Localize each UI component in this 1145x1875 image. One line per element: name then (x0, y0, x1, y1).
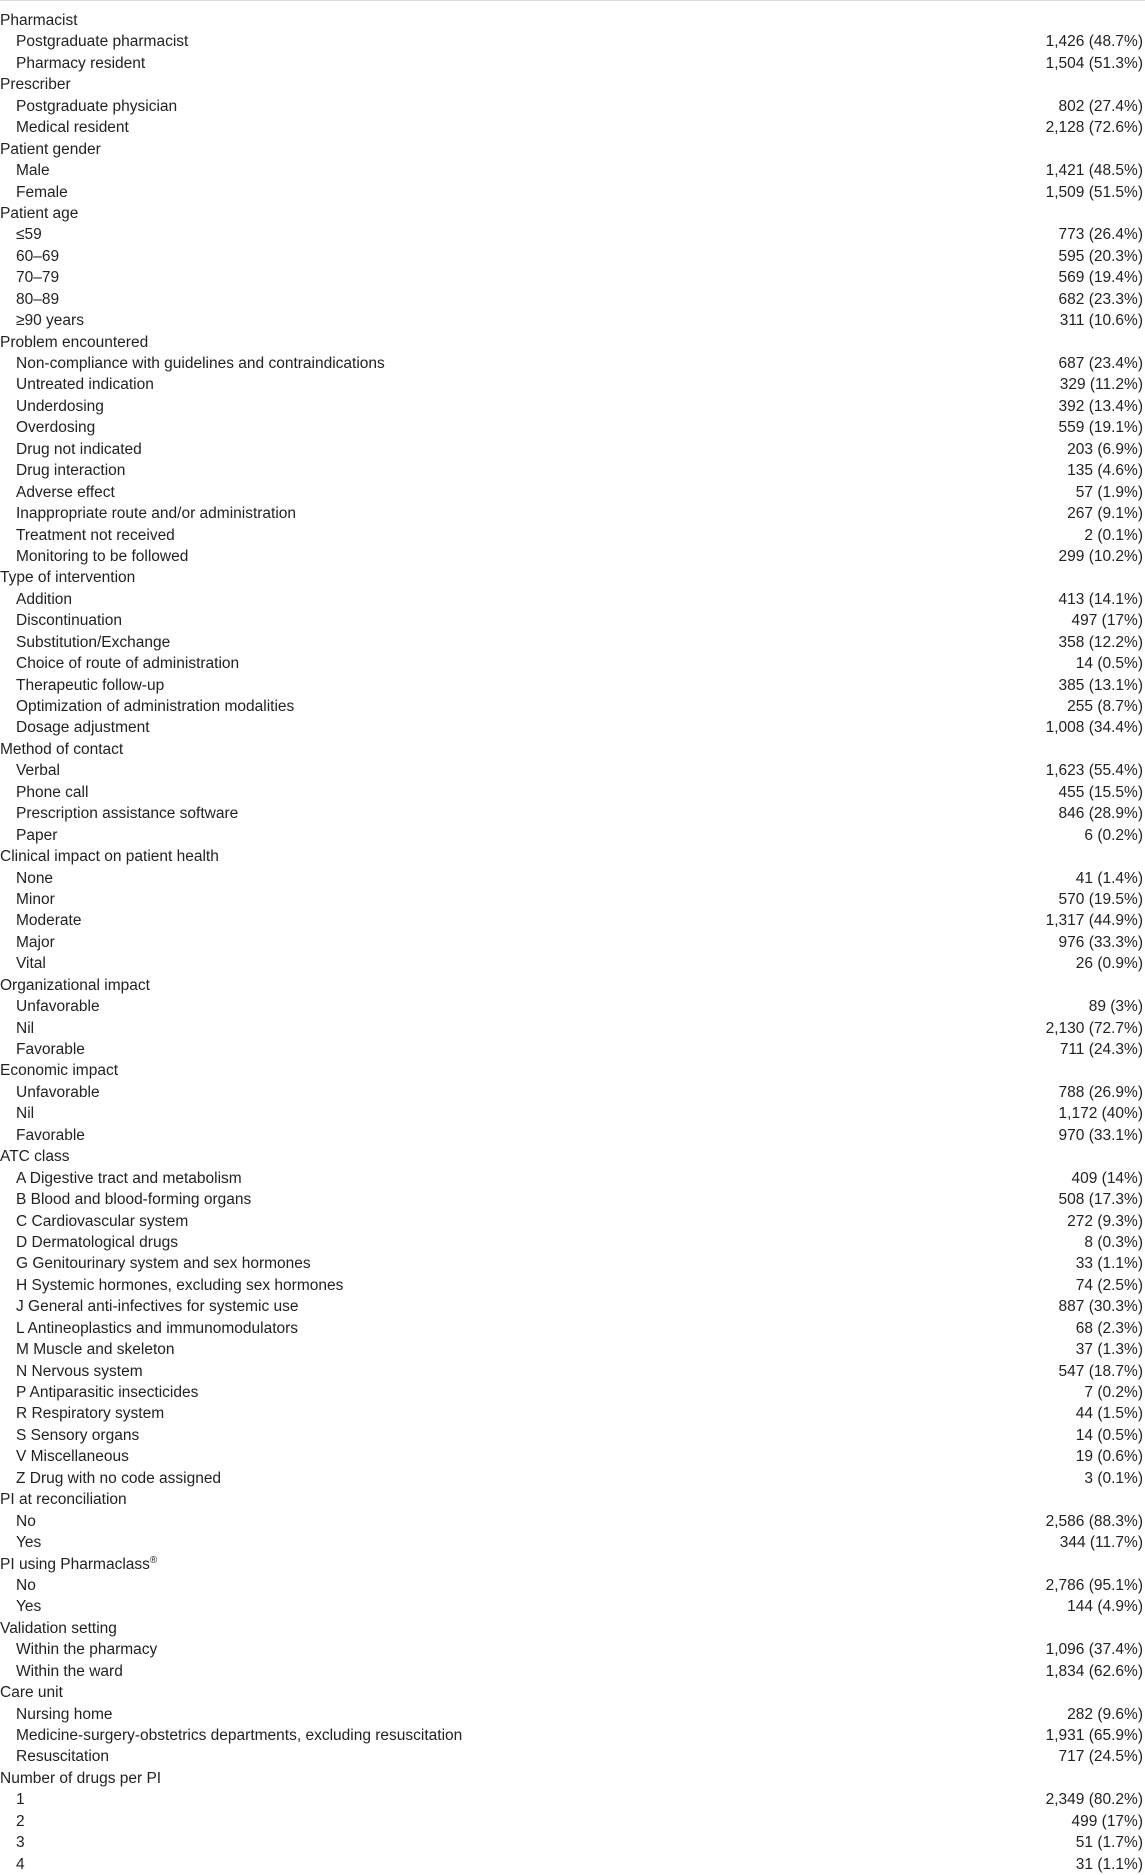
row-value: 14 (0.5%) (1075, 655, 1143, 673)
section-header-pi-at-reconciliation (0, 1489, 1145, 1510)
row-value: 1,172 (40%) (1058, 1105, 1143, 1123)
row-value: 255 (8.7%) (1067, 698, 1143, 715)
row-label: ≥90 years (16, 312, 84, 330)
section-header-pi-using-pharmaclass (0, 1554, 1145, 1575)
row-value: 26 (0.9%) (1075, 955, 1143, 973)
row-label: Yes (16, 1598, 42, 1616)
row-label: Male (16, 162, 50, 180)
table-row (0, 589, 1145, 610)
row-value: 499 (17%) (1071, 1812, 1143, 1830)
row-value: 569 (19.4%) (1058, 269, 1143, 287)
section-header-atc-class (0, 1146, 1145, 1167)
row-value: 203 (6.9%) (1067, 440, 1143, 458)
table-row (0, 825, 1145, 846)
section-title (0, 1060, 118, 1081)
row-value: 2,586 (88.3%) (1045, 1512, 1143, 1530)
row-label: Underdosing (16, 397, 104, 415)
section-title-text: ATC class (0, 1148, 70, 1166)
row-value: 135 (4.6%) (1067, 462, 1143, 480)
table-row (0, 482, 1145, 503)
section-title-text: Method of contact (0, 740, 124, 758)
row-label: Treatment not received (16, 526, 175, 544)
row-label: J General anti-infectives for systemic use (16, 1298, 299, 1316)
table-row (0, 782, 1145, 803)
section-title (0, 739, 123, 760)
row-label: Unfavorable (16, 1083, 100, 1101)
row-value: 7 (0.2%) (1084, 1384, 1143, 1401)
table-row (0, 1575, 1145, 1596)
section-title-text: Number of drugs per PI (0, 1769, 162, 1787)
row-value: 358 (12.2%) (1058, 633, 1143, 651)
row-value: 1,834 (62.6%) (1045, 1662, 1143, 1680)
table-row (0, 96, 1145, 117)
row-label: Z Drug with no code assigned (16, 1469, 222, 1487)
table-row (0, 803, 1145, 824)
row-value: 413 (14.1%) (1058, 590, 1143, 608)
section-title-text: Patient gender (0, 140, 101, 158)
row-label: Minor (16, 890, 55, 908)
row-label: Pharmacy resident (16, 54, 146, 72)
table-row (0, 546, 1145, 567)
row-value: 773 (26.4%) (1058, 226, 1143, 244)
table-row (0, 653, 1145, 674)
row-value: 409 (14%) (1071, 1169, 1143, 1187)
section-title-text: Clinical impact on patient health (0, 848, 219, 866)
table-row (0, 1339, 1145, 1360)
top-rule (0, 0, 1145, 1)
row-label: Untreated indication (16, 376, 154, 394)
table-row (0, 417, 1145, 438)
table-row (0, 117, 1145, 138)
table-row (0, 289, 1145, 310)
table-row (0, 353, 1145, 374)
table-row (0, 1382, 1145, 1403)
section-title-text: Organizational impact (0, 976, 150, 994)
row-label: Prescription assistance software (16, 805, 239, 823)
table-row (0, 1789, 1145, 1810)
section-title (0, 203, 78, 224)
row-label: 80–89 (16, 290, 60, 308)
row-label: Vital (16, 955, 46, 973)
row-label: Verbal (16, 762, 60, 780)
row-value: 455 (15.5%) (1058, 783, 1143, 801)
row-label: Dosage adjustment (16, 719, 150, 737)
row-label: C Cardiovascular system (16, 1212, 189, 1230)
table-row (0, 932, 1145, 953)
row-label: V Miscellaneous (16, 1448, 129, 1466)
row-value: 14 (0.5%) (1075, 1426, 1143, 1444)
table-row (0, 1168, 1145, 1189)
section-title (0, 332, 148, 353)
section-title-text: PI at reconciliation (0, 1491, 127, 1509)
row-value: 267 (9.1%) (1067, 505, 1143, 523)
table-row (0, 1403, 1145, 1424)
table-row (0, 889, 1145, 910)
table-row (0, 1468, 1145, 1489)
row-value: 144 (4.9%) (1067, 1598, 1143, 1616)
table-row (0, 267, 1145, 288)
table-row (0, 53, 1145, 74)
characteristics-table (0, 10, 1145, 1875)
table-row (0, 1746, 1145, 1767)
table-row (0, 1425, 1145, 1446)
table-row (0, 996, 1145, 1017)
row-value: 57 (1.9%) (1075, 483, 1143, 501)
table-row (0, 1189, 1145, 1210)
row-value: 1,421 (48.5%) (1045, 162, 1143, 180)
row-label: 4 (16, 1855, 25, 1873)
row-label: Favorable (16, 1041, 85, 1058)
row-label: 3 (16, 1834, 25, 1852)
row-value: 33 (1.1%) (1075, 1255, 1143, 1273)
row-label: Postgraduate pharmacist (16, 33, 189, 51)
row-value: 51 (1.7%) (1075, 1834, 1143, 1852)
row-label: 1 (16, 1791, 25, 1809)
row-label: S Sensory organs (16, 1426, 140, 1444)
section-title (0, 1146, 69, 1167)
table-row (0, 310, 1145, 331)
table-row (0, 760, 1145, 781)
row-label: Moderate (16, 912, 82, 930)
row-value: 802 (27.4%) (1058, 97, 1143, 115)
table-row (0, 1854, 1145, 1875)
row-value: 687 (23.4%) (1058, 355, 1143, 372)
row-label: 2 (16, 1812, 25, 1830)
table-row (0, 717, 1145, 738)
row-value: 788 (26.9%) (1058, 1083, 1143, 1101)
row-value: 385 (13.1%) (1058, 676, 1143, 694)
section-header-problem-encountered (0, 332, 1145, 353)
section-title-text: PI using Pharmaclass (0, 1555, 150, 1573)
table-row (0, 1446, 1145, 1467)
table-row (0, 1361, 1145, 1382)
row-value: 3 (0.1%) (1084, 1469, 1143, 1487)
row-label: Nil (16, 1105, 35, 1123)
row-label: No (16, 1576, 36, 1594)
row-value: 44 (1.5%) (1075, 1405, 1143, 1423)
row-value: 2 (0.1%) (1084, 526, 1143, 544)
row-value: 682 (23.3%) (1058, 290, 1143, 308)
row-label: Medicine-surgery-obstetrics departments, excluding resuscitation (16, 1727, 463, 1744)
row-label: Favorable (16, 1126, 85, 1144)
section-title (0, 846, 219, 867)
row-label: Resuscitation (16, 1748, 110, 1766)
row-value: 1,504 (51.3%) (1045, 54, 1143, 72)
row-value: 1,008 (34.4%) (1045, 719, 1143, 737)
table-row (0, 1232, 1145, 1253)
table-row (0, 675, 1145, 696)
row-label: Drug interaction (16, 462, 126, 480)
row-label: D Dermatological drugs (16, 1233, 178, 1251)
section-title (0, 1554, 157, 1575)
row-label: Addition (16, 590, 73, 608)
row-label: G Genitourinary system and sex hormones (16, 1255, 311, 1273)
row-value: 311 (10.6%) (1059, 312, 1143, 330)
row-label: Monitoring to be followed (16, 547, 189, 565)
row-value: 392 (13.4%) (1058, 397, 1143, 415)
row-value: 711 (24.3%) (1059, 1041, 1143, 1058)
table-row (0, 460, 1145, 481)
table-row (0, 1211, 1145, 1232)
section-title-text: Economic impact (0, 1062, 119, 1080)
row-value: 68 (2.3%) (1075, 1319, 1143, 1337)
row-value: 547 (18.7%) (1058, 1362, 1143, 1380)
table-row (0, 374, 1145, 395)
table-row (0, 1318, 1145, 1339)
section-title (0, 139, 101, 160)
table-row (0, 246, 1145, 267)
section-title-text: Prescriber (0, 76, 71, 94)
row-label: Phone call (16, 783, 89, 801)
row-label: None (16, 869, 54, 887)
table-row (0, 910, 1145, 931)
table-row (0, 1018, 1145, 1039)
row-value: 1,426 (48.7%) (1045, 33, 1143, 51)
section-header-type-of-intervention (0, 567, 1145, 588)
section-header-organizational-impact (0, 975, 1145, 996)
table-row (0, 1725, 1145, 1746)
row-value: 508 (17.3%) (1058, 1191, 1143, 1209)
row-label: Overdosing (16, 419, 96, 437)
row-value: 976 (33.3%) (1058, 933, 1143, 951)
section-header-number-of-drugs-per-pi (0, 1768, 1145, 1789)
section-header-validation-setting (0, 1618, 1145, 1639)
row-value: 19 (0.6%) (1075, 1448, 1143, 1466)
section-header-prescriber (0, 74, 1145, 95)
row-value: 2,349 (80.2%) (1045, 1791, 1143, 1809)
section-title-text: Care unit (0, 1684, 63, 1702)
row-label: Female (16, 183, 68, 201)
row-value: 559 (19.1%) (1058, 419, 1143, 437)
row-value: 497 (17%) (1071, 612, 1143, 630)
table-row (0, 1039, 1145, 1060)
row-label: ≤59 (16, 226, 42, 244)
section-title (0, 10, 78, 31)
row-label: Major (16, 933, 55, 951)
table-row (0, 1811, 1145, 1832)
row-label: R Respiratory system (16, 1405, 165, 1423)
section-title-text: Type of intervention (0, 569, 136, 587)
table-row (0, 1532, 1145, 1553)
section-title (0, 1489, 127, 1510)
row-value: 2,128 (72.6%) (1045, 119, 1143, 137)
table-row (0, 1596, 1145, 1617)
row-value: 74 (2.5%) (1075, 1276, 1143, 1294)
row-label: Postgraduate physician (16, 97, 178, 115)
table-row (0, 160, 1145, 181)
row-value: 299 (10.2%) (1058, 547, 1143, 565)
row-label: Nursing home (16, 1705, 113, 1723)
section-title-text: Validation setting (0, 1619, 117, 1637)
table-row (0, 182, 1145, 203)
row-value: 570 (19.5%) (1058, 890, 1143, 908)
row-label: Yes (16, 1534, 42, 1552)
row-label: 70–79 (16, 269, 60, 287)
table-row (0, 1661, 1145, 1682)
row-value: 344 (11.7%) (1059, 1534, 1143, 1552)
table-row (0, 439, 1145, 460)
row-value: 1,931 (65.9%) (1045, 1727, 1143, 1744)
row-value: 717 (24.5%) (1058, 1748, 1143, 1766)
section-header-care-unit (0, 1682, 1145, 1703)
table-row (0, 1832, 1145, 1853)
table-row (0, 1082, 1145, 1103)
row-label: M Muscle and skeleton (16, 1341, 175, 1359)
row-value: 1,623 (55.4%) (1045, 762, 1143, 780)
row-value: 1,509 (51.5%) (1045, 183, 1143, 201)
row-value: 6 (0.2%) (1084, 826, 1143, 844)
section-title-text: Problem encountered (0, 333, 149, 351)
row-value: 41 (1.4%) (1075, 869, 1143, 887)
section-header-clinical-impact-on-patient-health (0, 846, 1145, 867)
table-row (0, 1125, 1145, 1146)
row-label: Unfavorable (16, 998, 100, 1016)
row-label: N Nervous system (16, 1362, 143, 1380)
section-header-economic-impact (0, 1060, 1145, 1081)
section-title (0, 1768, 161, 1789)
table-row (0, 224, 1145, 245)
section-title (0, 975, 150, 996)
row-value: 1,096 (37.4%) (1045, 1641, 1143, 1659)
table-row (0, 632, 1145, 653)
row-label: P Antiparasitic insecticides (16, 1384, 199, 1401)
row-label: H Systemic hormones, excluding sex hormones (16, 1276, 344, 1294)
section-title (0, 1618, 117, 1639)
table-row (0, 1275, 1145, 1296)
row-value: 329 (11.2%) (1059, 376, 1143, 394)
section-title (0, 74, 71, 95)
table-row (0, 953, 1145, 974)
table-row (0, 1639, 1145, 1660)
row-value: 1,317 (44.9%) (1045, 912, 1143, 930)
table-row (0, 1704, 1145, 1725)
section-header-pharmacist (0, 10, 1145, 31)
row-label: Within the pharmacy (16, 1641, 158, 1659)
row-value: 2,786 (95.1%) (1045, 1576, 1143, 1594)
section-header-patient-age (0, 203, 1145, 224)
row-value: 887 (30.3%) (1058, 1298, 1143, 1316)
section-title (0, 1682, 63, 1703)
section-header-method-of-contact (0, 739, 1145, 760)
row-label: Substitution/Exchange (16, 633, 171, 651)
table-row (0, 696, 1145, 717)
section-title-text: Pharmacist (0, 12, 78, 29)
table-row (0, 610, 1145, 631)
row-label: Paper (16, 826, 58, 844)
row-value: 282 (9.6%) (1067, 1705, 1143, 1723)
section-header-patient-gender (0, 139, 1145, 160)
row-label: 60–69 (16, 247, 60, 265)
row-value: 89 (3%) (1088, 998, 1143, 1016)
row-label: A Digestive tract and metabolism (16, 1169, 242, 1187)
table-row (0, 1511, 1145, 1532)
row-value: 31 (1.1%) (1075, 1855, 1143, 1873)
row-label: No (16, 1512, 36, 1530)
table-row (0, 1253, 1145, 1274)
table-row (0, 1103, 1145, 1124)
row-label: Inappropriate route and/or administration (16, 505, 297, 523)
row-label: Within the ward (16, 1662, 123, 1680)
table-row (0, 525, 1145, 546)
table-row (0, 31, 1145, 52)
row-value: 272 (9.3%) (1067, 1212, 1143, 1230)
row-label: Adverse effect (16, 483, 115, 501)
section-title (0, 567, 135, 588)
row-label: Choice of route of administration (16, 655, 240, 673)
section-title-text: Patient age (0, 204, 79, 222)
row-value: 595 (20.3%) (1058, 247, 1143, 265)
row-label: Nil (16, 1019, 35, 1037)
row-label: Drug not indicated (16, 440, 142, 458)
row-label: Medical resident (16, 119, 129, 137)
row-label: Therapeutic follow-up (16, 676, 165, 694)
row-value: 846 (28.9%) (1058, 805, 1143, 823)
table-row (0, 1296, 1145, 1317)
row-value: 2,130 (72.7%) (1045, 1019, 1143, 1037)
row-label: L Antineoplastics and immunomodulators (16, 1319, 299, 1337)
row-label: Optimization of administration modalities (16, 698, 295, 715)
row-value: 970 (33.1%) (1058, 1126, 1143, 1144)
registered-mark: ® (149, 1554, 158, 1566)
row-label: Non-compliance with guidelines and contraindications (16, 355, 385, 372)
row-label: B Blood and blood-forming organs (16, 1191, 252, 1209)
row-label: Discontinuation (16, 612, 122, 630)
table-row (0, 868, 1145, 889)
row-value: 37 (1.3%) (1075, 1341, 1143, 1359)
table-row (0, 396, 1145, 417)
row-value: 8 (0.3%) (1084, 1233, 1143, 1251)
table-row (0, 503, 1145, 524)
